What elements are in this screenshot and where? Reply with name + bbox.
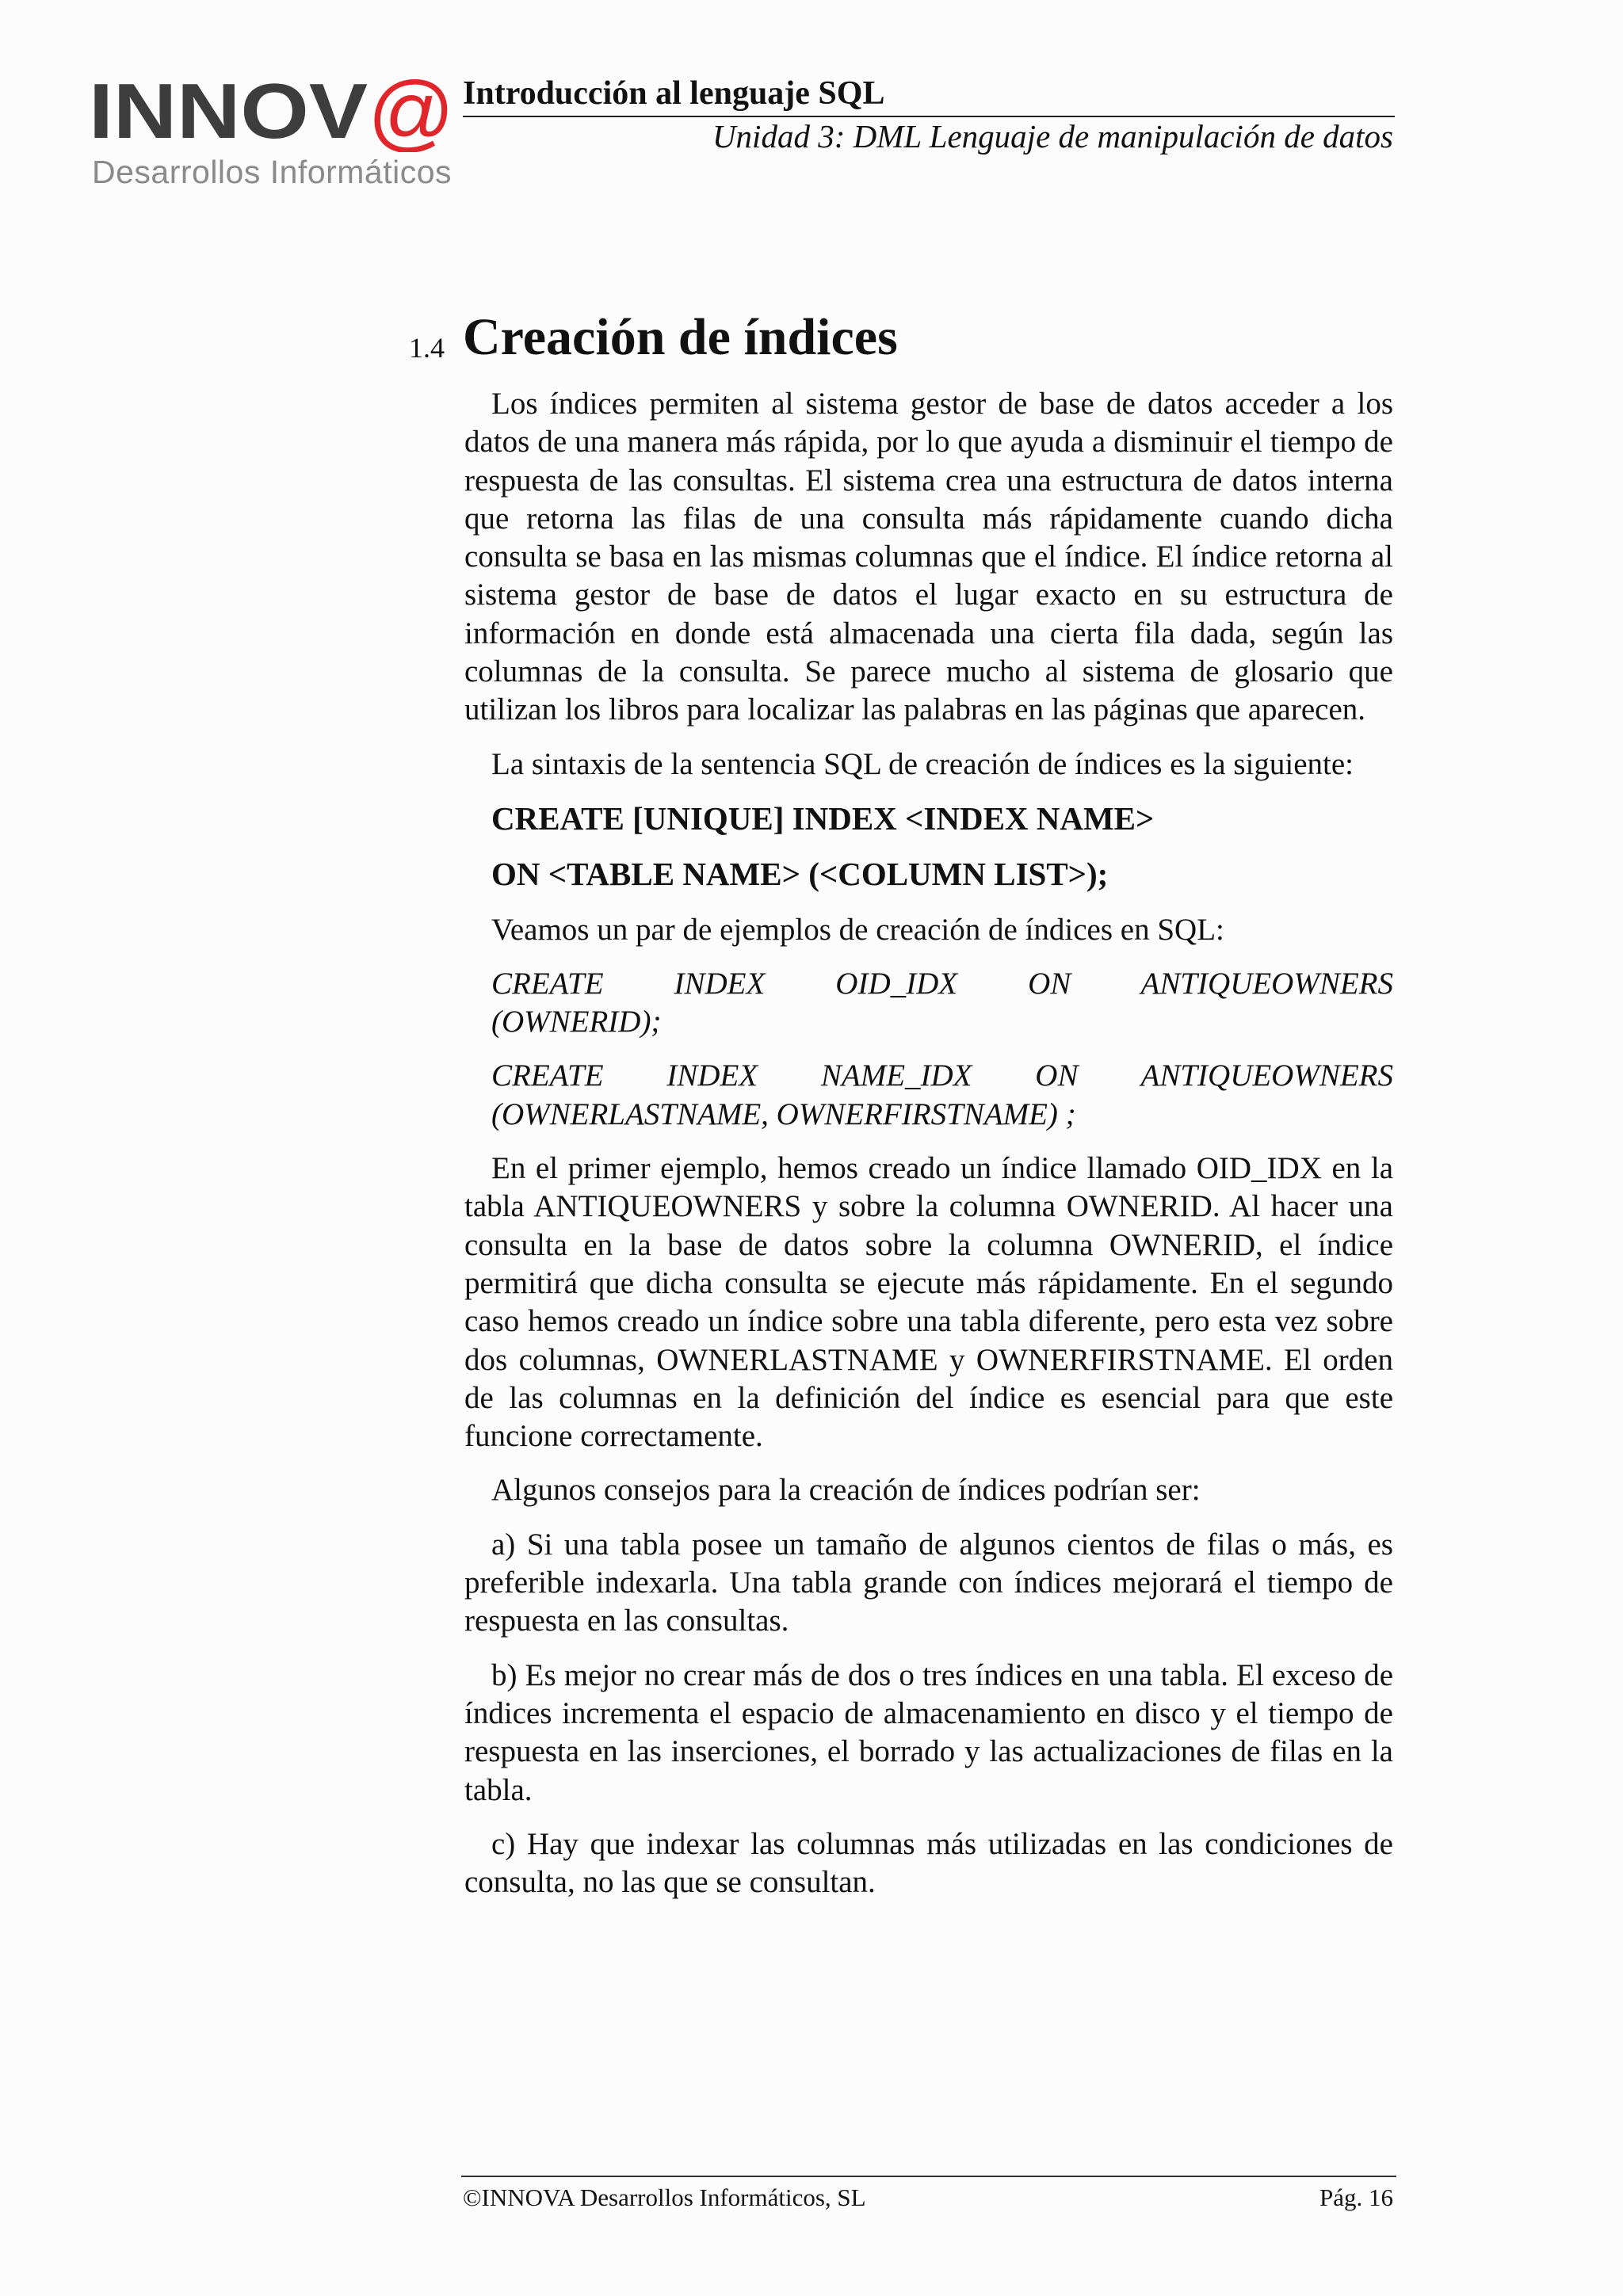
example-2-line-1: CREATE INDEX NAME_IDX ON ANTIQUEOWNERS <box>491 1058 1393 1093</box>
svg-text:INNOV: INNOV <box>89 73 368 152</box>
intro-paragraph: Los índices permiten al sistema gestor de base de datos acceder a los datos de una manera más rápida, por lo que ayuda a disminuir el tiempo de respuesta de las consultas. El sistema crea una estructura de datos interna que retorna las filas de una consulta más rápidamente cuando dicha consulta se basa en las mismas columnas que el índice. El índice retorna al sistema gestor de base de datos el lugar exacto en su estructura de información en donde está almacenada una cierta fila dada, según las columnas de la consulta. Se parece mucho al sistema de glosario que utilizan los libros para localizar las palabras en las páginas que aparecen. <box>464 387 1393 727</box>
document-body <box>464 385 1393 1917</box>
example-2 <box>464 1057 1393 1134</box>
section-title: Creación de índices <box>463 308 898 366</box>
syntax-line-2: ON <TABLE NAME> (<COLUMN LIST>); <box>491 856 1109 893</box>
footer-copyright: ©INNOVA Desarrollos Informáticos, SL <box>463 2183 866 2211</box>
tip-c: c) Hay que indexar las columnas más utilizadas en las condiciones de consulta, no las que se consultan. <box>464 1826 1393 1900</box>
company-logo <box>89 73 461 192</box>
header-unit: Unidad 3: DML Lenguaje de manipulación de datos <box>712 118 1393 154</box>
example-1 <box>464 965 1393 1042</box>
section-number: 1.4 <box>409 332 445 364</box>
example-1-line-1: CREATE INDEX OID_IDX ON ANTIQUEOWNERS <box>491 966 1393 1001</box>
explanation-paragraph: En el primer ejemplo, hemos creado un índice llamado OID_IDX en la tabla ANTIQUEOWNERS y sobre la columna OWNERID. Al hacer una consulta en la base de datos sobre la columna OWNERID, el índice permitirá que dicha consulta se ejecute más rápidamente. En el segundo caso hemos creado un índice sobre una tabla diferente, pero esta vez sobre dos columnas, OWNERLASTNAME y OWNERFIRSTNAME. El orden de las columnas en la definición del índice es esencial para que este funcione correctamente. <box>464 1151 1393 1454</box>
syntax-line-1: CREATE [UNIQUE] INDEX <INDEX NAME> <box>491 799 1155 837</box>
tip-b: b) Es mejor no crear más de dos o tres índices en una tabla. El exceso de índices incrementa el espacio de almacenamiento en disco y el tiempo de respuesta en las inserciones, el borrado y las actualizaciones de filas en la tabla. <box>464 1657 1393 1807</box>
header-title: Introducción al lenguaje SQL <box>463 75 885 112</box>
tip-a: a) Si una tabla posee un tamaño de algunos cientos de filas o más, es preferible indexarla. Una tabla grande con índices mejorará el tiempo de respuesta en las consultas. <box>464 1527 1393 1638</box>
logo-wordmark <box>89 73 461 152</box>
tips-intro: Algunos consejos para la creación de índices podrían ser: <box>491 1473 1201 1508</box>
examples-intro: Veamos un par de ejemplos de creación de índices en SQL: <box>491 912 1224 947</box>
example-2-line-2: (OWNERLASTNAME, OWNERFIRSTNAME) ; <box>491 1097 1076 1131</box>
svg-text:@: @ <box>368 73 455 152</box>
logo-subtitle: Desarrollos Informáticos <box>92 154 453 190</box>
footer-divider <box>461 2176 1396 2177</box>
page-number: Pág. 16 <box>1319 2183 1393 2211</box>
example-1-line-2: (OWNERID); <box>491 1005 662 1039</box>
syntax-intro: La sintaxis de la sentencia SQL de creación de índices es la siguiente: <box>491 746 1354 781</box>
